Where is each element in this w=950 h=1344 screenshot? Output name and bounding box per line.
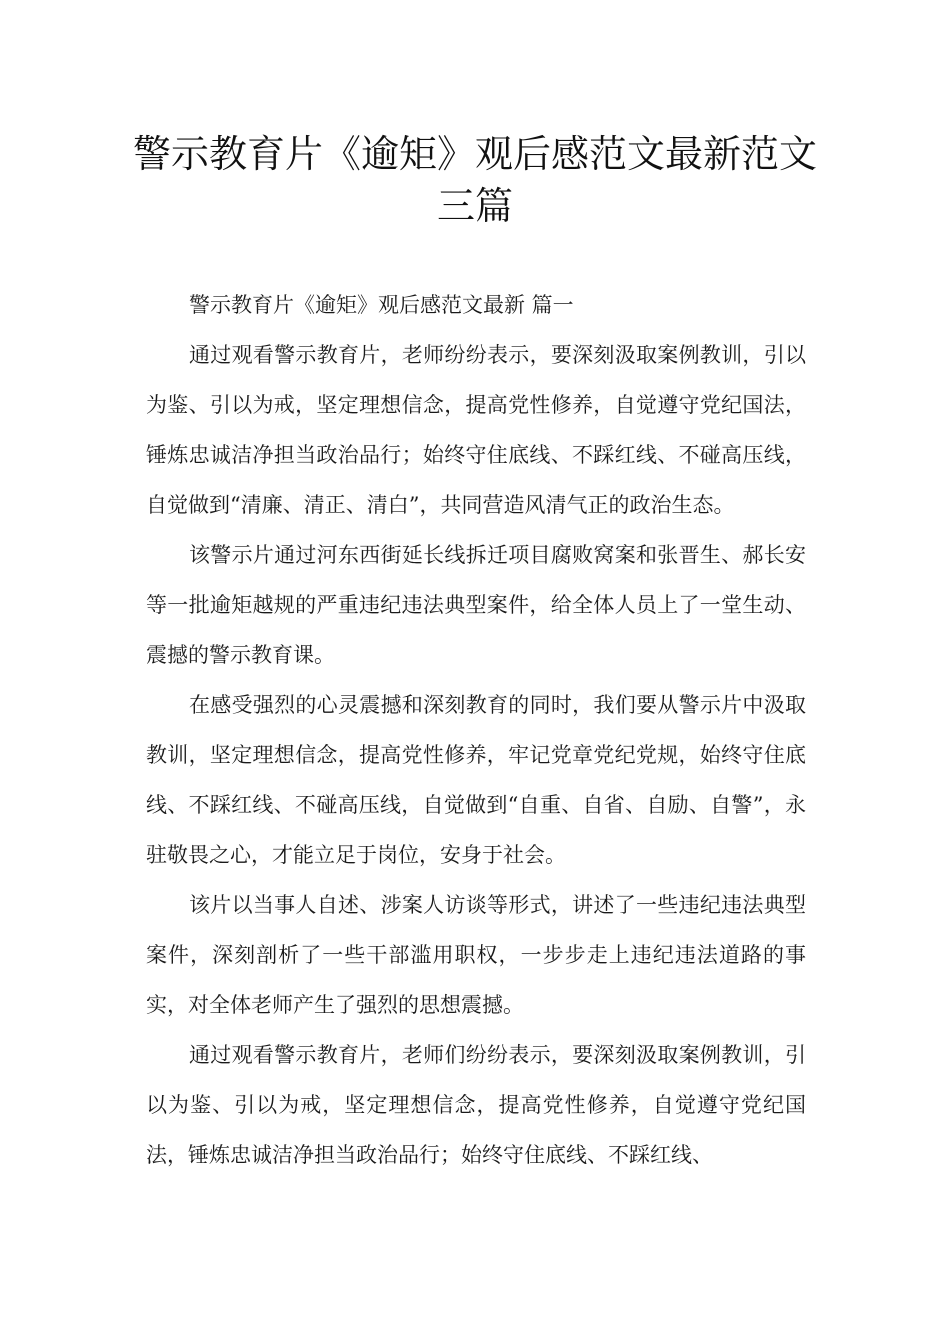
document-body xyxy=(146,280,806,1180)
paragraph-1: 通过观看警示教育片，老师纷纷表示，要深刻汲取案例教训，引以为鉴、引以为戒，坚定理想信念，提高党性修养，自觉遵守党纪国法，锤炼忠诚洁净担当政治品行；始终守住底线、不踩红线、不碰高压线，自觉做到“清廉、清正、清白”，共同营造风清气正的政治生态。 xyxy=(146,343,806,517)
paragraph-4: 该片以当事人自述、涉案人访谈等形式，讲述了一些违纪违法典型案件，深刻剖析了一些干部滥用职权，一步步走上违纪违法道路的事实，对全体老师产生了强烈的思想震撼。 xyxy=(146,893,806,1017)
paragraph-5: 通过观看警示教育片，老师们纷纷表示，要深刻汲取案例教训，引以为鉴、引以为戒，坚定理想信念，提高党性修养，自觉遵守党纪国法，锤炼忠诚洁净担当政治品行；始终守住底线、不踩红线、 xyxy=(146,1043,806,1167)
paragraph-3: 在感受强烈的心灵震撼和深刻教育的同时，我们要从警示片中汲取教训，坚定理想信念，提高党性修养，牢记党章党纪党规，始终守住底线、不踩红线、不碰高压线，自觉做到“自重、自省、自励、自警”，永驻敬畏之心，才能立足于岗位，安身于社会。 xyxy=(146,693,806,867)
document-title: 警示教育片《逾矩》观后感范文最新范文三篇 xyxy=(132,132,817,228)
paragraph-2: 该警示片通过河东西街延长线拆迁项目腐败窝案和张晋生、郝长安等一批逾矩越规的严重违纪违法典型案件，给全体人员上了一堂生动、震撼的警示教育课。 xyxy=(146,543,806,667)
section-heading: 警示教育片《逾矩》观后感范文最新 篇一 xyxy=(189,293,574,317)
